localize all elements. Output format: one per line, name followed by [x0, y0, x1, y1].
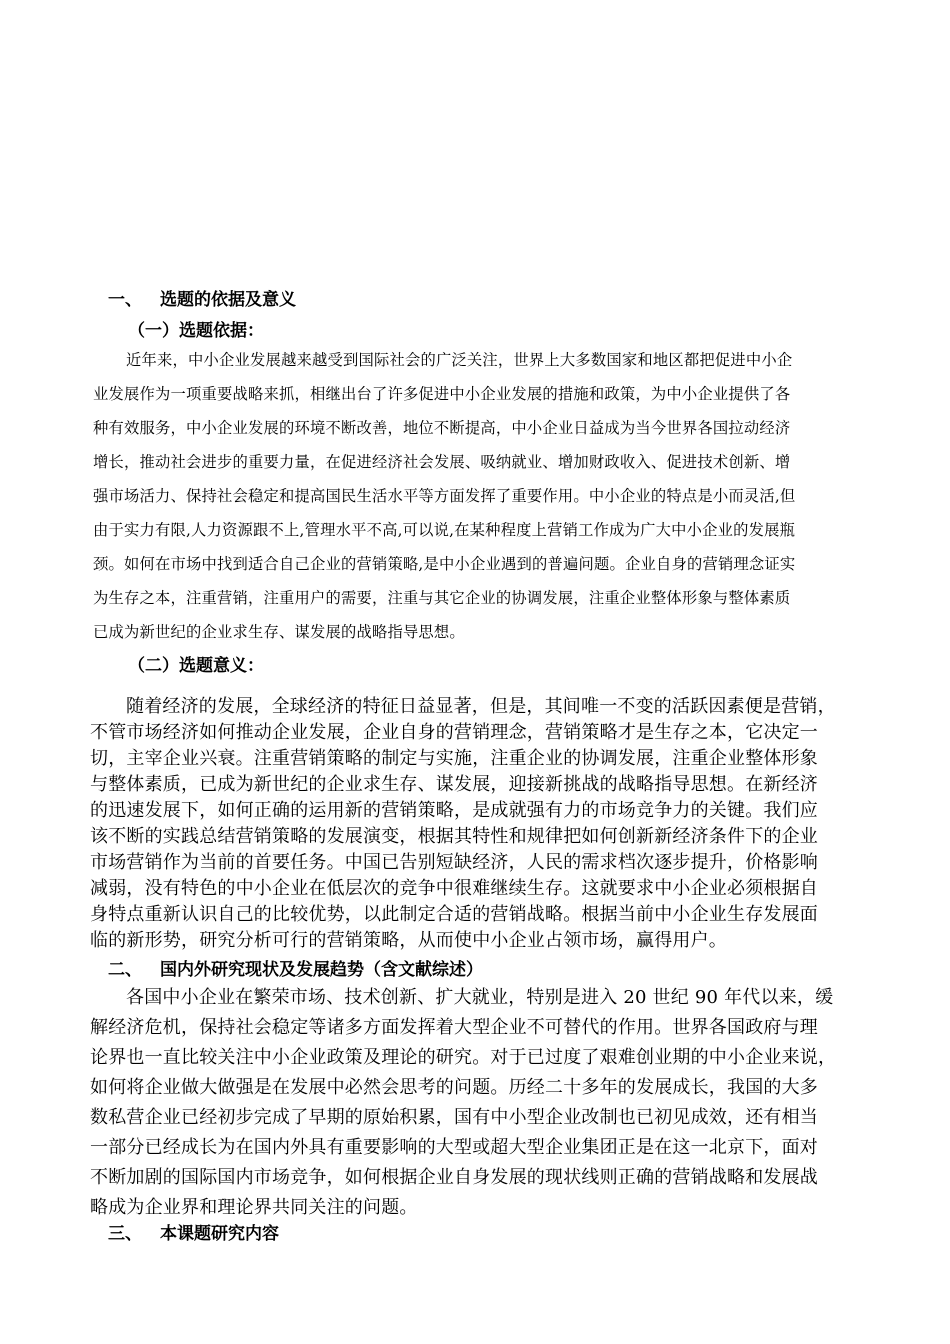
paragraph-line: 市场营销作为当前的首要任务。中国已告别短缺经济，人民的需求档次逐步提升，价格影响 — [90, 852, 818, 873]
paragraph-line: 减弱，没有特色的中小企业在低层次的竞争中很难继续生存。这就要求中小企业必须根据自 — [90, 878, 818, 899]
paragraph-line: 如何将企业做大做强是在发展中必然会思考的问题。历经二十多年的发展成长，我国的大多 — [90, 1077, 818, 1098]
paragraph-line: 数私营企业已经初步完成了早期的原始积累，国有中小型企业改制也已初见成效，还有相当 — [90, 1107, 818, 1128]
section-3-heading — [108, 1219, 279, 1244]
section-3-title: 本课题研究内容 — [160, 1224, 279, 1244]
section-2-title: 国内外研究现状及发展趋势（含文献综述） — [160, 960, 483, 980]
paragraph-line: 略成为企业界和理论界共同关注的问题。 — [90, 1197, 418, 1218]
paragraph-line: 由于实力有限,人力资源跟不上,管理水平不高,可以说,在某种程度上营销工作成为广大中小企业的发展瓶 — [93, 521, 796, 539]
subsection-1-heading: （一）选题依据： — [128, 321, 264, 341]
paragraph-line: 临的新形势，研究分析可行的营销策略，从而使中小企业占领市场，赢得用户。 — [90, 930, 727, 951]
paragraph-line: 一部分已经成长为在国内外具有重要影响的大型或超大型企业集团正是在这一北京下，面对 — [90, 1137, 818, 1158]
paragraph-line: 身特点重新认识自己的比较优势，以此制定合适的营销战略。根据当前中小企业生存发展面 — [90, 904, 818, 925]
paragraph-line: 不断加剧的国际国内市场竞争，如何根据企业自身发展的现状线则正确的营销战略和发展战 — [90, 1167, 818, 1188]
paragraph-line: 随着经济的发展，全球经济的特征日益显著，但是，其间唯一不变的活跃因素便是营销， — [126, 696, 836, 717]
section-1-heading — [108, 285, 296, 310]
subsection-2-heading: （二）选题意义： — [128, 656, 264, 676]
paragraph-line: 种有效服务，中小企业发展的环境不断改善，地位不断提高，中小企业日益成为当今世界各国拉动经济 — [93, 419, 791, 437]
section-2-heading — [108, 955, 483, 980]
section-3-number: 三、 — [108, 1224, 142, 1244]
paragraph-line: 的迅速发展下，如何正确的运用新的营销策略，是成就强有力的市场竞争力的关键。我们应 — [90, 800, 818, 821]
paragraph-line: 颈。如何在市场中找到适合自己企业的营销策略,是中小企业遇到的普遍问题。企业自身的营销理念证实 — [93, 555, 796, 573]
section-1-number: 一、 — [108, 290, 142, 310]
paragraph-line: 解经济危机，保持社会稳定等诸多方面发挥着大型企业不可替代的作用。世界各国政府与理 — [90, 1017, 818, 1038]
paragraph-line: 近年来，中小企业发展越来越受到国际社会的广泛关注，世界上大多数国家和地区都把促进中小企 — [126, 351, 793, 369]
paragraph-line: 业发展作为一项重要战略来抓，相继出台了许多促进中小企业发展的措施和政策，为中小企业提供了各 — [93, 385, 791, 403]
paragraph-line: 增长，推动社会进步的重要力量，在促进经济社会发展、吸纳就业、增加财政收入、促进技术创新、增 — [93, 453, 791, 471]
paragraph-line: 切，主宰企业兴衰。注重营销策略的制定与实施，注重企业的协调发展，注重企业整体形象 — [90, 748, 818, 769]
paragraph-line: 强市场活力、保持社会稳定和提高国民生活水平等方面发挥了重要作用。中小企业的特点是小而灵活,但 — [93, 487, 796, 505]
paragraph-line: 该不断的实践总结营销策略的发展演变，根据其特性和规律把如何创新新经济条件下的企业 — [90, 826, 818, 847]
paragraph-line: 不管市场经济如何推动企业发展，企业自身的营销理念，营销策略才是生存之本，它决定一 — [90, 722, 818, 743]
paragraph-line: 各国中小企业在繁荣市场、技术创新、扩大就业，特别是进入 20 世纪 90 年代以来，缓 — [126, 987, 834, 1008]
paragraph-line: 已成为新世纪的企业求生存、谋发展的战略指导思想。 — [93, 623, 465, 641]
section-1-title: 选题的依据及意义 — [160, 290, 296, 310]
section-2-number: 二、 — [108, 960, 142, 980]
paragraph-line: 为生存之本，注重营销，注重用户的需要，注重与其它企业的协调发展，注重企业整体形象与整体素质 — [93, 589, 791, 607]
paragraph-line: 论界也一直比较关注中小企业政策及理论的研究。对于已过度了艰难创业期的中小企业来说， — [90, 1047, 837, 1068]
paragraph-line: 与整体素质，已成为新世纪的企业求生存、谋发展，迎接新挑战的战略指导思想。在新经济 — [90, 774, 818, 795]
